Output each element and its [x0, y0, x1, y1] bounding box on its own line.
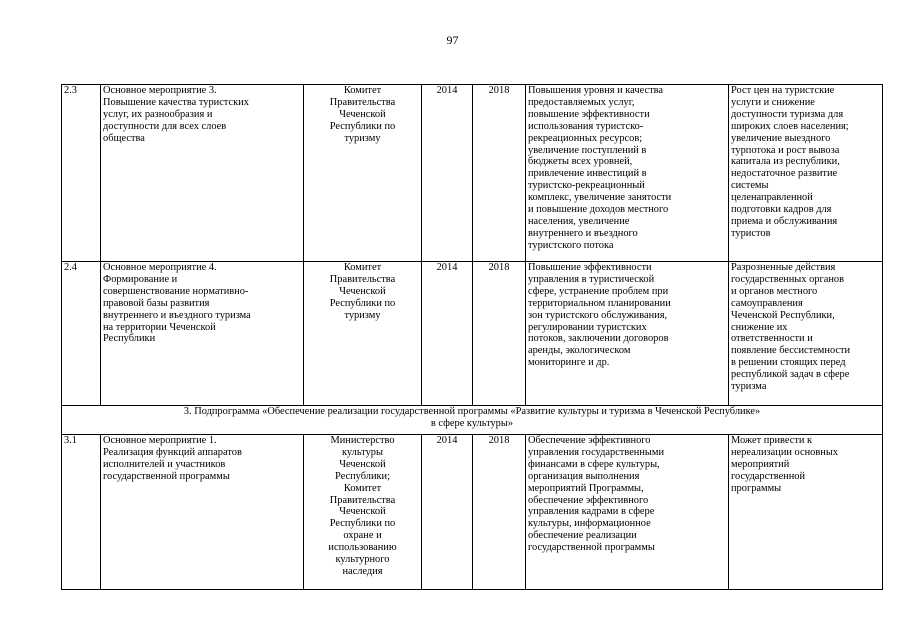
row-number: 3.1 — [62, 435, 101, 590]
table-row-2-3 — [62, 85, 883, 262]
end-year-cell: 2018 — [473, 435, 526, 590]
table-row-3-1 — [62, 435, 883, 590]
activity-cell: Основное мероприятие 1. Реализация функций аппаратов исполнителей и участников государственной программы — [101, 435, 304, 590]
result-cell: Обеспечение эффективного управления государственными финансами в сфере культуры, организация выполнения мероприятий Программы, обеспечение эффективного управления кадрами в сфере культуры, информационное обеспечение реализации государственной программы — [526, 435, 729, 590]
executor-cell: Комитет Правительства Чеченской Республики по туризму — [304, 262, 422, 406]
subprogram-heading — [62, 406, 883, 435]
consequences-cell: Может привести к нереализации основных мероприятий государственной программы — [729, 435, 883, 590]
start-year-cell: 2014 — [422, 262, 473, 406]
page-number: 97 — [446, 33, 459, 47]
consequences-cell: Разрозненные действия государственных органов и органов местного самоуправления Чеченской Республики, снижение их ответственности и появление бессистемности в решении стоящих перед республикой задач в сфере туризма — [729, 262, 883, 406]
activity-cell: Основное мероприятие 4. Формирование и совершенствование нормативно- правовой базы развития внутреннего и въездного туризма на территории Чеченской Республики — [101, 262, 304, 406]
start-year-cell: 2014 — [422, 85, 473, 262]
subprogram-heading-line2: в сфере культуры» — [430, 417, 514, 429]
subprogram-heading-line1: 3. Подпрограмма «Обеспечение реализации государственной программы «Развитие культуры и туризма в Чеченской Республике» — [183, 406, 761, 417]
consequences-cell: Рост цен на туристские услуги и снижение доступности туризма для широких слоев населения; увеличение выездного турпотока и рост вывоза капитала из республики, недостаточное развитие системы целенаправленной подготовки кадров для приема и обслуживания туристов — [729, 85, 883, 262]
activity-cell: Основное мероприятие 3. Повышение качества туристских услуг, их разнообразия и доступности для всех слоев общества — [101, 85, 304, 262]
end-year-cell: 2018 — [473, 85, 526, 262]
activities-table — [61, 84, 883, 590]
executor-cell: Комитет Правительства Чеченской Республики по туризму — [304, 85, 422, 262]
subprogram-heading-row — [62, 406, 883, 435]
result-cell: Повышения уровня и качества предоставляемых услуг, повышение эффективности использования туристско- рекреационных ресурсов; увеличение поступлений в бюджеты всех уровней, привлечение инвестиций в туристско-рекреационный комплекс, увеличение занятости и повышение доходов местного населения, увеличение внутреннего и въездного туристского потока — [526, 85, 729, 262]
end-year-cell: 2018 — [473, 262, 526, 406]
result-cell: Повышение эффективности управления в туристической сфере, устранение проблем при территориальном планировании зон туристского обслуживания, регулировании туристских потоков, заключении договоров аренды, экологическом мониторинге и др. — [526, 262, 729, 406]
table-row-2-4 — [62, 262, 883, 406]
start-year-cell: 2014 — [422, 435, 473, 590]
executor-cell: Министерство культуры Чеченской Республики; Комитет Правительства Чеченской Республики по охране и использованию культурного наследия — [304, 435, 422, 590]
row-number: 2.3 — [62, 85, 101, 262]
row-number: 2.4 — [62, 262, 101, 406]
